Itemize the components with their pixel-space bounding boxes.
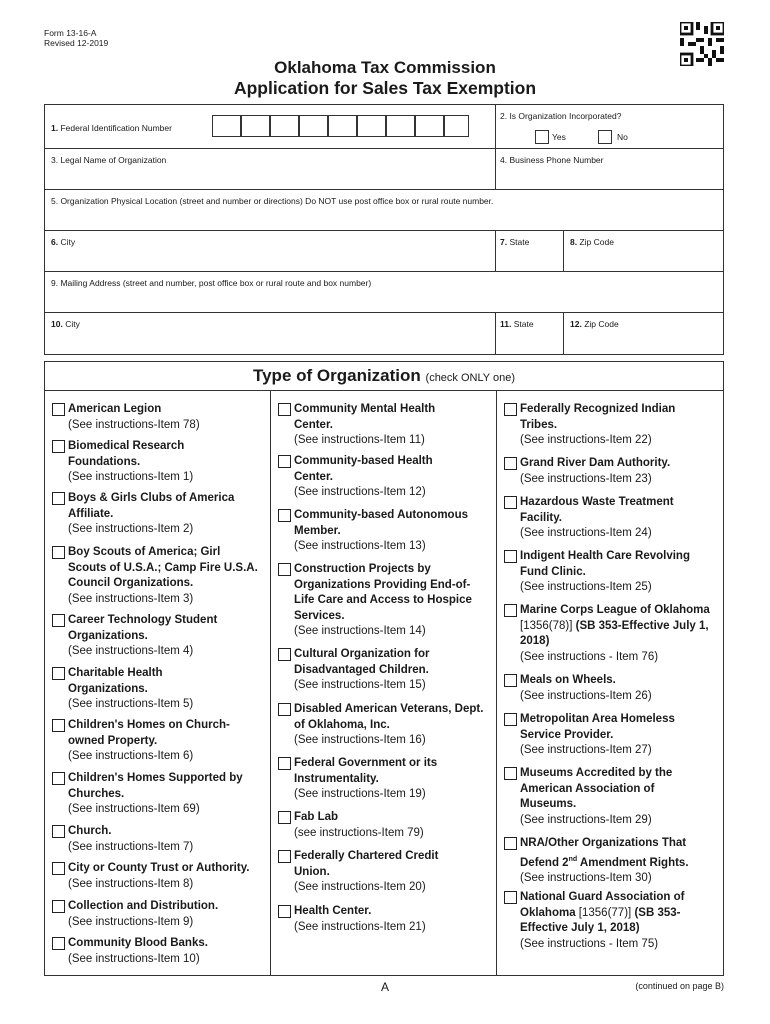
fein-digit-2[interactable] [241,115,270,137]
checkbox[interactable] [52,862,65,875]
checkbox[interactable] [278,703,291,716]
checkbox[interactable] [52,614,65,627]
checkbox[interactable] [504,457,517,470]
org-type-option[interactable]: Marine Corps League of Oklahoma [1356(78)] (SB 353-Effective July 1, 2018) (See instructions - Item 76) [504,603,718,665]
checkbox[interactable] [504,891,517,904]
mailing-state-field[interactable]: 11. State [495,312,564,355]
org-type-option[interactable]: Boy Scouts of America; Girl Scouts of U.S.A.; Camp Fire U.S.A. Council Organizations. (See instructions-Item 3) [52,545,262,607]
checkbox[interactable] [52,440,65,453]
org-type-option[interactable]: Disabled American Veterans, Dept. of Oklahoma, Inc. (See instructions-Item 16) [278,702,490,749]
checkbox[interactable] [52,403,65,416]
checkbox[interactable] [52,719,65,732]
checkbox[interactable] [278,905,291,918]
checkbox[interactable] [278,648,291,661]
org-type-option[interactable]: Federally Chartered Credit Union. (See instructions-Item 20) [278,849,490,896]
org-type-option[interactable]: Career Technology Student Organizations. (See instructions-Item 4) [52,613,262,660]
page-letter: A [380,980,389,994]
checkbox[interactable] [278,850,291,863]
fein-digit-9[interactable] [444,115,469,137]
org-type-option[interactable]: National Guard Association of Oklahoma [1356(77)] (SB 353-Effective July 1, 2018) (See instructions - Item 75) [504,890,718,952]
checkbox[interactable] [504,496,517,509]
checkbox[interactable] [278,563,291,576]
org-type-option[interactable]: Boys & Girls Clubs of America Affiliate. (See instructions-Item 2) [52,491,262,538]
org-type-option[interactable]: American Legion (See instructions-Item 78) [52,402,262,433]
org-type-option[interactable]: Federal Government or its Instrumentality. (See instructions-Item 19) [278,756,490,803]
checkbox[interactable] [504,713,517,726]
org-type-option[interactable]: NRA/Other Organizations That Defend 2nd Amendment Rights. (See instructions-Item 30) [504,836,718,886]
type-of-organization-header: Type of Organization (check ONLY one) [44,361,724,391]
zip-code-field[interactable]: 8. Zip Code [563,230,724,272]
business-phone-field[interactable]: 4. Business Phone Number [495,148,724,190]
checkbox[interactable] [52,772,65,785]
checkbox[interactable] [278,403,291,416]
org-type-option[interactable]: Grand River Dam Authority. (See instructions-Item 23) [504,456,718,487]
org-type-option[interactable]: Health Center. (See instructions-Item 21) [278,904,490,935]
org-type-option[interactable]: Children's Homes Supported by Churches. (See instructions-Item 69) [52,771,262,818]
checkbox[interactable] [278,455,291,468]
org-type-option[interactable]: Children's Homes on Church-owned Property. (See instructions-Item 6) [52,718,262,765]
continued-note: (continued on page B) [635,981,724,991]
org-type-option[interactable]: Federally Recognized Indian Tribes. (See instructions-Item 22) [504,402,718,449]
checkbox[interactable] [52,492,65,505]
mailing-zip-field[interactable]: 12. Zip Code [563,312,724,355]
org-type-option[interactable]: City or County Trust or Authority. (See instructions-Item 8) [52,861,268,892]
org-type-option[interactable]: Metropolitan Area Homeless Service Provider. (See instructions-Item 27) [504,712,718,759]
org-type-option[interactable]: Construction Projects by Organizations Providing End-of-Life Care and Access to Hospice Services. (See instructions-Item 14) [278,562,490,640]
org-type-option[interactable]: Community Blood Banks. (See instructions-Item 10) [52,936,262,967]
checkbox[interactable] [278,757,291,770]
fein-digit-8[interactable] [415,115,444,137]
checkbox[interactable] [504,403,517,416]
org-type-option[interactable]: Fab Lab (see instructions-Item 79) [278,810,490,841]
federal-id-box: 1. Federal Identification Number [44,104,496,149]
fein-digit-6[interactable] [357,115,386,137]
physical-location-field[interactable]: 5. Organization Physical Location (street and number or directions) Do NOT use post office box or rural route number. [44,189,724,231]
org-type-option[interactable]: Indigent Health Care Revolving Fund Clinic. (See instructions-Item 25) [504,549,718,596]
org-type-option[interactable]: Charitable Health Organizations. (See instructions-Item 5) [52,666,262,713]
column-divider [270,390,271,976]
checkbox[interactable] [504,550,517,563]
checkbox[interactable] [504,604,517,617]
checkbox[interactable] [278,509,291,522]
mailing-address-field[interactable]: 9. Mailing Address (street and number, post office box or rural route and box number) [44,271,724,313]
state-field[interactable]: 7. State [495,230,564,272]
org-type-option[interactable]: Biomedical Research Foundations. (See instructions-Item 1) [52,439,262,486]
fein-digit-4[interactable] [299,115,328,137]
incorporated-box: 2. Is Organization Incorporated? Yes No [495,104,724,149]
incorporated-no-checkbox[interactable] [598,130,612,144]
org-type-option[interactable]: Meals on Wheels. (See instructions-Item 26) [504,673,718,704]
org-type-option[interactable]: Community Mental Health Center. (See instructions-Item 11) [278,402,490,449]
fein-digit-7[interactable] [386,115,415,137]
org-type-option[interactable]: Hazardous Waste Treatment Facility. (See instructions-Item 24) [504,495,718,542]
legal-name-field[interactable]: 3. Legal Name of Organization [44,148,496,190]
city-field[interactable]: 6. City [44,230,496,272]
form-number: Form 13-16-A Revised 12-2019 [44,28,109,48]
mailing-city-field[interactable]: 10. City [44,312,496,355]
org-type-option[interactable]: Community-based Autonomous Member. (See instructions-Item 13) [278,508,490,555]
checkbox[interactable] [278,811,291,824]
fein-digit-3[interactable] [270,115,299,137]
checkbox[interactable] [52,546,65,559]
org-type-option[interactable]: Community-based Health Center. (See instructions-Item 12) [278,454,490,501]
org-type-option[interactable]: Collection and Distribution. (See instructions-Item 9) [52,899,262,930]
org-type-option[interactable]: Cultural Organization for Disadvantaged Children. (See instructions-Item 15) [278,647,490,694]
incorporated-yes-checkbox[interactable] [535,130,549,144]
checkbox[interactable] [52,937,65,950]
checkbox[interactable] [52,667,65,680]
checkbox[interactable] [52,825,65,838]
checkbox[interactable] [504,674,517,687]
checkbox[interactable] [504,767,517,780]
form-title: Oklahoma Tax Commission Application for Sales Tax Exemption [233,58,537,98]
fein-digit-5[interactable] [328,115,357,137]
org-type-option[interactable]: Museums Accredited by the American Association of Museums. (See instructions-Item 29) [504,766,718,828]
column-divider [496,390,497,976]
fein-digit-1[interactable] [212,115,241,137]
checkbox[interactable] [52,900,65,913]
checkbox[interactable] [504,837,517,850]
org-type-option[interactable]: Church. (See instructions-Item 7) [52,824,262,855]
